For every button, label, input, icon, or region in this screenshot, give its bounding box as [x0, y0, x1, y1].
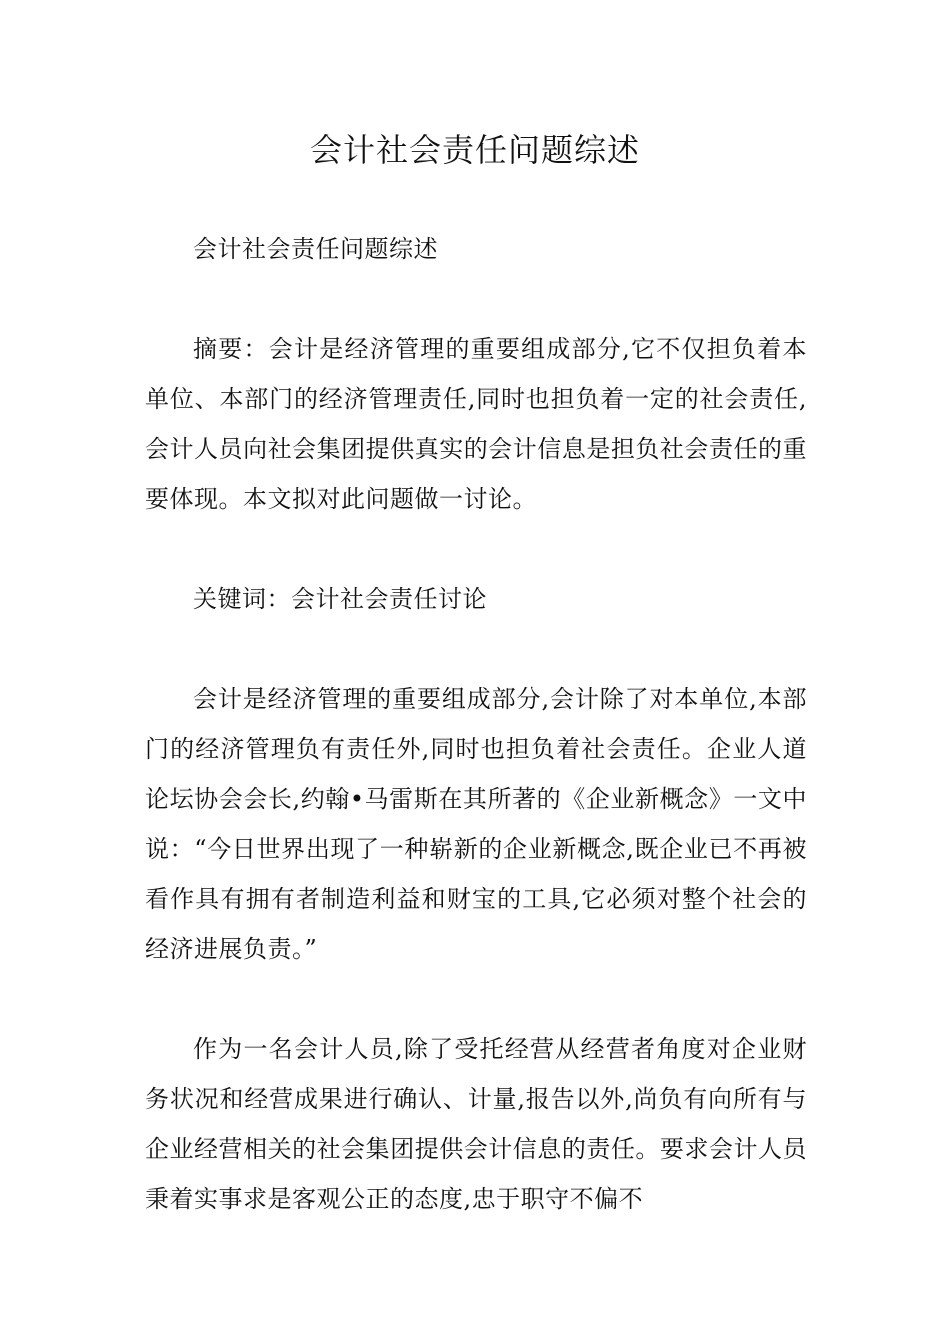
body-paragraph-2: 作为一名会计人员,除了受托经营从经营者角度对企业财务状况和经营成果进行确认、计量,报告以外,尚负有向所有与企业经营相关的社会集团提供会计信息的责任。要求会计人员秉着实事求是客观公正的态度,忠于职守不偏不 [145, 1035, 807, 1213]
document-body [145, 224, 807, 1274]
document-title: 会计社会责任问题综述 [309, 131, 640, 169]
subtitle-paragraph: 会计社会责任问题综述 [193, 235, 438, 263]
keywords-paragraph: 关键词：会计社会责任讨论 [193, 585, 487, 613]
abstract-paragraph: 摘要：会计是经济管理的重要组成部分,它不仅担负着本单位、本部门的经济管理责任,同时也担负着一定的社会责任,会计人员向社会集团提供真实的会计信息是担负社会责任的重要体现。本文拟对此问题做一讨论。 [145, 335, 807, 513]
body-paragraph-1: 会计是经济管理的重要组成部分,会计除了对本单位,本部门的经济管理负有责任外,同时也担负着社会责任。企业人道论坛协会会长,约翰•马雷斯在其所著的《企业新概念》一文中说：“今日世界出现了一种崭新的企业新概念,既企业已不再被看作具有拥有者制造利益和财宝的工具,它必须对整个社会的经济进展负责。” [145, 685, 807, 963]
